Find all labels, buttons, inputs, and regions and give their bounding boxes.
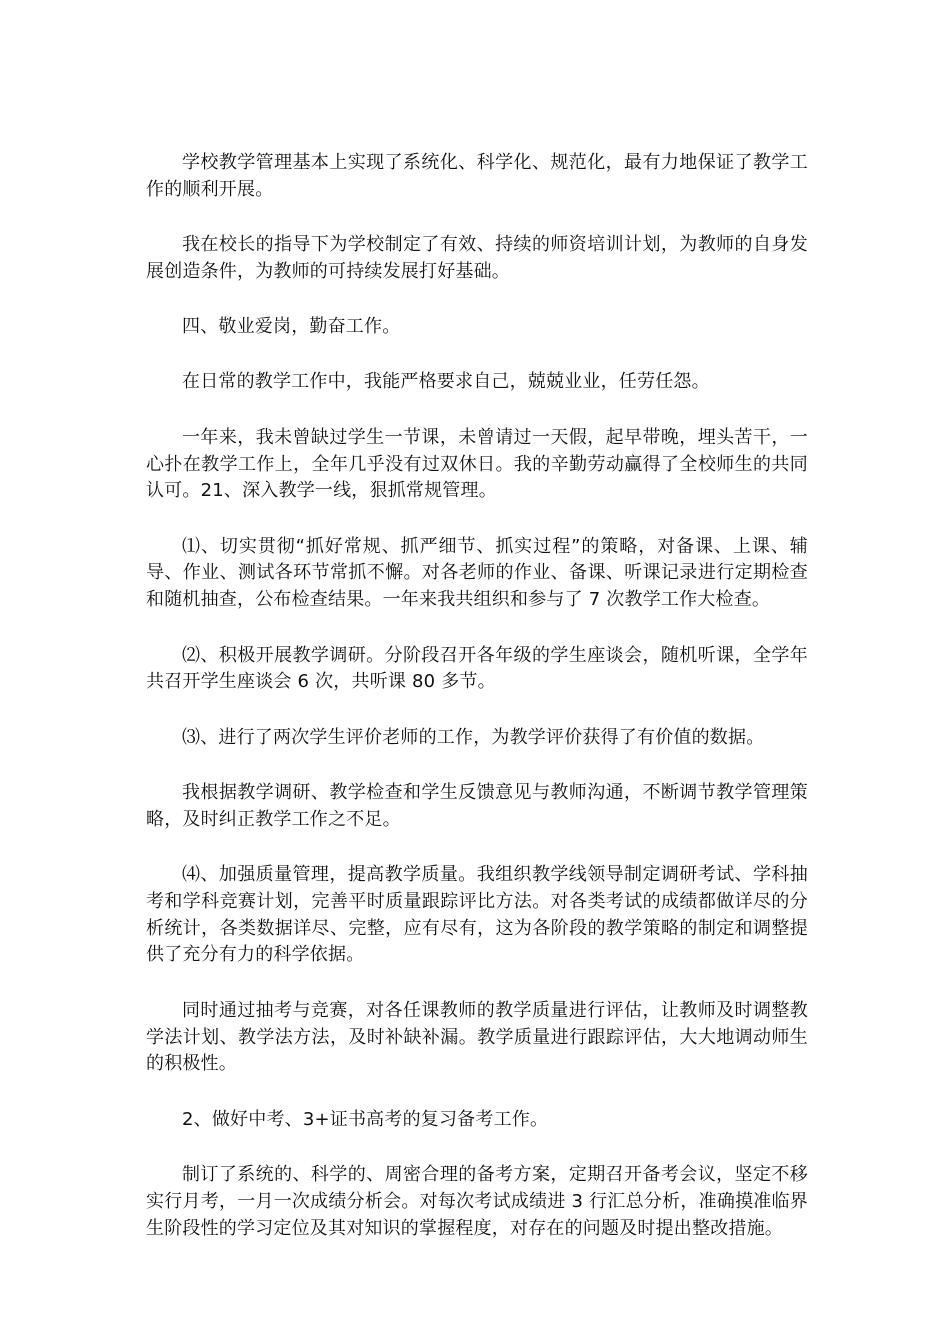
paragraph: 同时通过抽考与竞赛，对各任课教师的教学质量进行评估，让教师及时调整教学法计划、教学法方法，及时补缺补漏。教学质量进行跟踪评估，大大地调动师生的积极性。 <box>146 999 808 1075</box>
paragraph: 在日常的教学工作中，我能严格要求自己，兢兢业业，任劳任怨。 <box>182 371 710 393</box>
paragraph: 制订了系统的、科学的、周密合理的备考方案，定期召开备考会议，坚定不移实行月考，一月一次成绩分析会。对每次考试成绩进 3 行汇总分析，准确摸准临界生阶段性的学习定位及其对知识的掌握程度，对存在的问题及时提出整改措施。 <box>146 1163 808 1239</box>
paragraph: ⑵、积极开展教学调研。分阶段召开各年级的学生座谈会，随机听课，全学年共召开学生座谈会 6 次，共听课 80 多节。 <box>146 644 808 693</box>
paragraph: 我在校长的指导下为学校制定了有效、持续的师资培训计划，为教师的自身发展创造条件，为教师的可持续发展打好基础。 <box>146 234 808 282</box>
document-body <box>146 150 808 1271</box>
paragraph: ⑶、进行了两次学生评价老师的工作，为教学评价获得了有价值的数据。 <box>182 726 765 748</box>
section-heading: 2、做好中考、3+证书高考的复习备考工作。 <box>182 1108 549 1130</box>
paragraph: ⑴、切实贯彻“抓好常规、抓严细节、抓实过程”的策略，对备课、上课、辅导、作业、测试各环节常抓不懈。对各老师的作业、备课、听课记录进行定期检查和随机抽查，公布检查结果。一年来我共组织和参与了 7 次教学工作大检查。 <box>146 535 808 611</box>
paragraph: 一年来，我未曾缺过学生一节课，未曾请过一天假，起早带晚，埋头苦干，一心扑在教学工作上，全年几乎没有过双休日。我的辛勤劳动赢得了全校师生的共同认可。21、深入教学一线，狠抓常规管理。 <box>146 426 808 502</box>
paragraph: ⑷、加强质量管理，提高教学质量。我组织教学线领导制定调研考试、学科抽考和学科竞赛计划，完善平时质量跟踪评比方法。对各类考试的成绩都做详尽的分析统计，各类数据详尽、完整，应有尽有，这为各阶段的教学策略的制定和调整提供了充分有力的科学依据。 <box>146 864 808 966</box>
section-heading: 四、敬业爱岗，勤奋工作。 <box>182 316 401 338</box>
paragraph: 我根据教学调研、教学检查和学生反馈意见与教师沟通，不断调节教学管理策略，及时纠正教学工作之不足。 <box>146 781 808 830</box>
paragraph: 学校教学管理基本上实现了系统化、科学化、规范化，最有力地保证了教学工作的顺利开展。 <box>146 152 808 200</box>
